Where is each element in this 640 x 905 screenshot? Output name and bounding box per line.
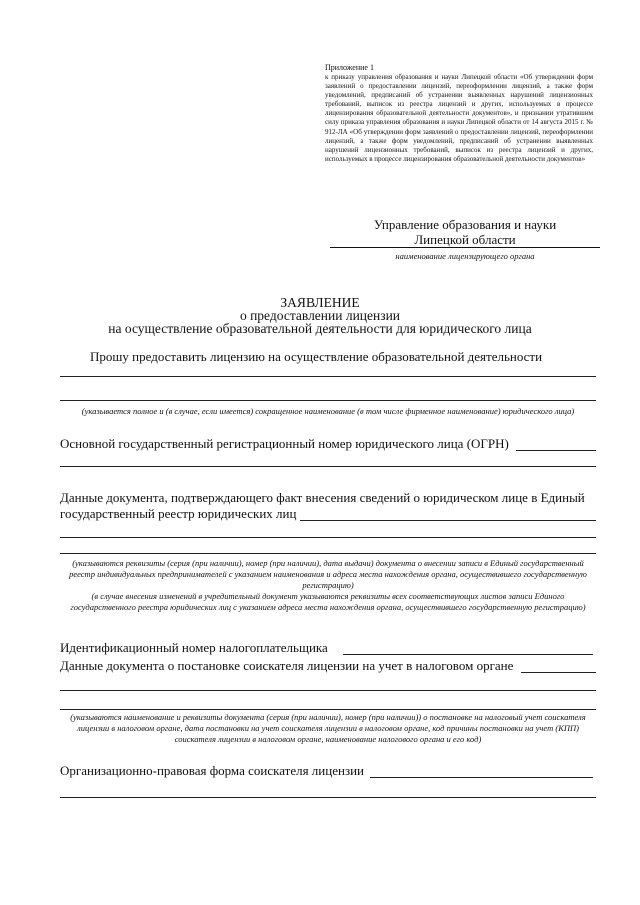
ogrn-label: Основной государственный регистрационный номер юридического лица (ОГРН) [60,436,509,451]
tax-doc-label: Данные документа о постановке соискателя лицензии на учет в налоговом органе [60,658,514,673]
inn-field[interactable] [343,654,593,655]
legal-form-label: Организационно-правовая форма соискателя лицензии [60,763,364,778]
note-egrul-1: (указываются реквизиты (серия (при наличии), номер (при наличии), дата выдачи) документа о внесении записи в Единый государственный реестр индивидуальных предпринимателей с указанием наименования и адреса места нахождения органа, осуществившего государственную регистрацию) [69,558,587,590]
document-subtitle-2: на осуществление образовательной деятельности для юридического лица [108,321,532,336]
request-text: Прошу предоставить лицензию на осуществление образовательной деятельности [90,349,543,364]
note-tax-doc: (указываются наименование и реквизиты документа (серия (при наличии), номер (при наличии)) о постановке на налоговый учет соискателя лицензии в налоговом органе, дата постановки на учет соискателя лицензии в налоговом органе, код причины постановки на учет (КПП) соискателя лицензии в налоговом органе, наименование налогового органа и его код) [70,712,586,744]
authority-name-line2: Липецкой области [414,232,516,247]
egrul-label-line1: Данные документа, подтверждающего факт внесения сведений о юридическом лице в Единый [60,490,585,505]
note-egrul-2: (в случае внесения изменений в учредительный документ указываются реквизиты всех соответствующих листов записи Единого государственного реестра юридических лиц с указанием адреса места нахождения органа, осуществившего государственную регистрацию) [70,591,586,612]
tax-doc-line-1[interactable] [60,690,596,691]
tax-doc-field[interactable] [521,672,596,673]
inn-label: Идентификационный номер налогоплательщика [60,640,328,655]
note-org-name: (указывается полное и (в случае, если имеется) сокращенное наименование (в том числе фирменное наименование) юридического лица) [81,406,575,416]
legal-form-extra-line[interactable] [60,797,596,798]
authority-name-line1: Управление образования и науки [373,217,557,232]
ogrn-extra-line[interactable] [60,466,596,467]
appendix-text: к приказу управления образования и науки Липецкой области «Об утверждении форм заявлений о предоставлении лицензий, переоформлении лицензий, а также форм уведомлений, предписаний об устранении выявленных нарушений лицензионных требований, выписок из реестра лицензий и других, используемых в процессе лицензирования образовательной деятельности документов», и признании утратившим силу приказа управления образования и науки Липецкой области от 14 августа 2015 г. № 912-ЛА «Об утверждении форм заявлений о предоставлении лицензий, переоформлении лицензий, а также форм уведомлений, предписаний об устранении выявленных нарушений лицензионных требований, выписок из реестра лицензий и других, используемых в процессе лицензирования образовательной деятельности документов» [325,73,593,163]
egrul-extra-line-2[interactable] [60,553,596,554]
authority-caption: наименование лицензирующего органа [395,251,535,261]
org-name-line-2[interactable] [60,400,596,401]
egrul-field[interactable] [300,520,596,521]
egrul-label-line2: государственный реестр юридических лиц [60,506,297,521]
tax-doc-line-2[interactable] [60,709,596,710]
document-subtitle-1: о предоставлении лицензии [239,308,401,323]
appendix-title: Приложение 1 [325,63,374,72]
ogrn-field[interactable] [516,450,596,451]
legal-form-field[interactable] [370,777,593,778]
org-name-line-1[interactable] [60,376,596,377]
egrul-extra-line-1[interactable] [60,537,596,538]
document-title: ЗАЯВЛЕНИЕ [280,295,360,310]
authority-underline [330,247,600,248]
